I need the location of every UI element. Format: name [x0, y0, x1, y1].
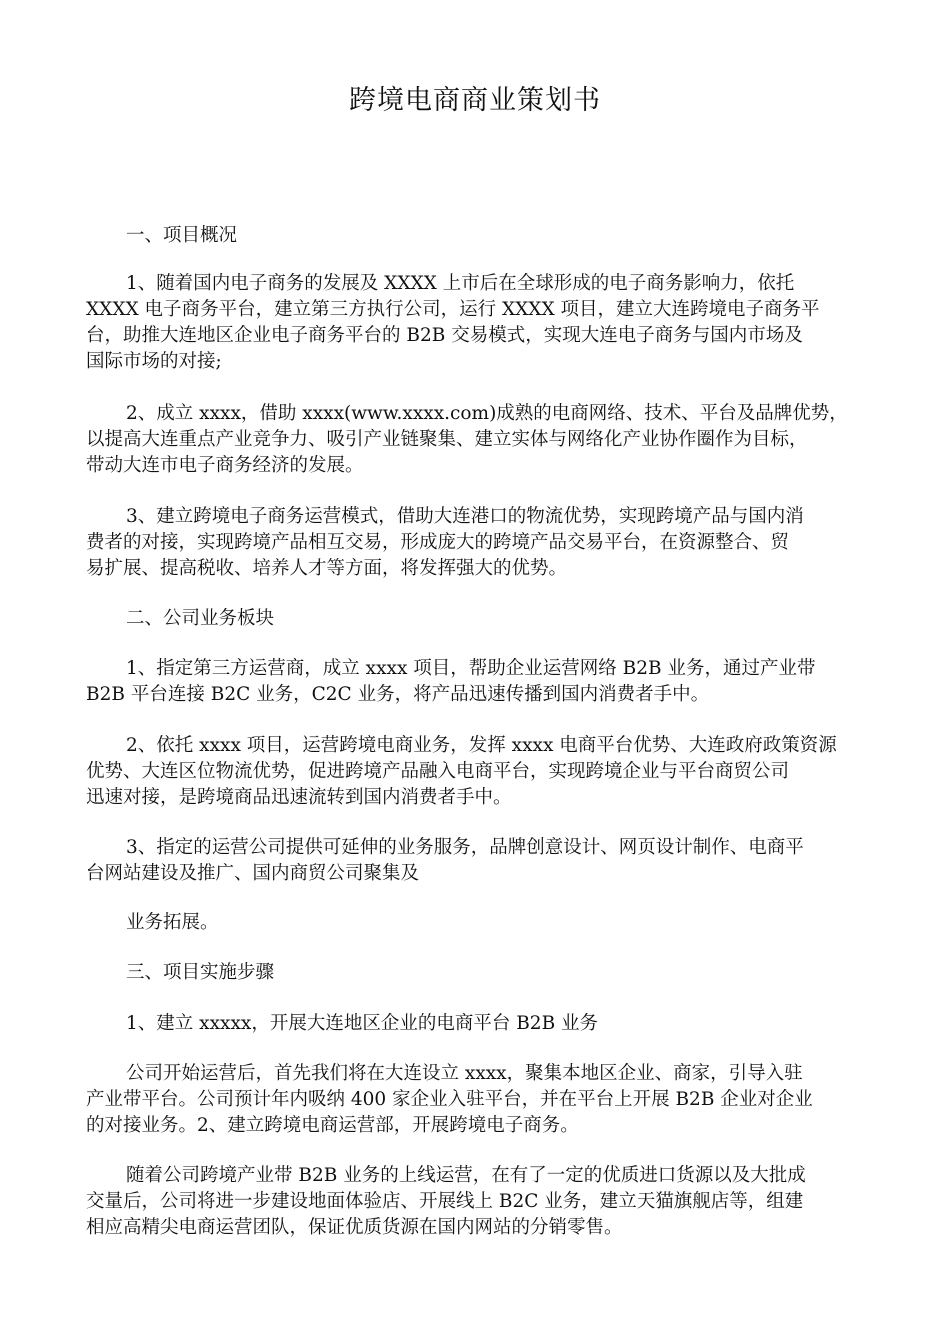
- paragraph-6: [86, 835, 876, 887]
- paragraph-line: 费者的对接，实现跨境产品相互交易，形成庞大的跨境产品交易平台，在资源整合、贸: [86, 532, 790, 553]
- paragraph-line: 产业带平台。公司预计年内吸纳 400 家企业入驻平台，并在平台上开展 B2B 企业对企业: [86, 1089, 813, 1110]
- paragraph-1: [86, 271, 876, 375]
- paragraph-line: 3、指定的运营公司提供可延伸的业务服务，品牌创意设计、网页设计制作、电商平: [126, 837, 804, 858]
- paragraph-line: 以提高大连重点产业竞争力、吸引产业链聚集、建立实体与网络化产业协作圈作为目标，: [86, 429, 808, 450]
- paragraph-line: XXXX 电子商务平台，建立第三方执行公司，运行 XXXX 项目，建立大连跨境电子商务平: [86, 299, 820, 320]
- paragraph-line: 2、依托 xxxx 项目，运营跨境电商业务，发挥 xxxx 电商平台优势、大连政府政策资源: [126, 735, 837, 756]
- heading-text: 二、公司业务板块: [126, 608, 275, 629]
- paragraph-line: 台网站建设及推广、国内商贸公司聚集及: [86, 863, 420, 884]
- paragraph-line: 相应高精尖电商运营团队，保证优质货源在国内网站的分销零售。: [86, 1217, 623, 1238]
- paragraph-line: 随着公司跨境产业带 B2B 业务的上线运营，在有了一定的优质进口货源以及大批成: [126, 1165, 806, 1186]
- paragraph-5: [86, 733, 876, 811]
- heading-text: 一、项目概况: [126, 225, 238, 246]
- paragraph-10: [86, 1163, 876, 1241]
- paragraph-line: 2、成立 xxxx，借助 xxxx(www.xxxx.com)成熟的电商网络、技术、平台及品牌优势，: [126, 403, 848, 424]
- heading-text: 三、项目实施步骤: [126, 962, 275, 983]
- paragraph-line: 台，助推大连地区企业电子商务平台的 B2B 交易模式，实现大连电子商务与国内市场及: [86, 325, 803, 346]
- paragraph-line: 带动大连市电子商务经济的发展。: [86, 455, 364, 476]
- paragraph-2: [86, 401, 876, 479]
- section-heading-business: [86, 606, 876, 632]
- section-heading-overview: [86, 223, 876, 249]
- document-title: 跨境电商商业策划书: [349, 85, 601, 116]
- paragraph-line: 业务拓展。: [126, 912, 219, 933]
- section-heading-steps: [86, 960, 876, 986]
- paragraph-line: 3、建立跨境电子商务运营模式，借助大连港口的物流优势，实现跨境产品与国内消: [126, 506, 804, 527]
- paragraph-line: 迅速对接，是跨境商品迅速流转到国内消费者手中。: [86, 787, 512, 808]
- paragraph-3: [86, 504, 876, 582]
- paragraph-9: [86, 1061, 876, 1139]
- paragraph-line: 公司开始运营后，首先我们将在大连设立 xxxx，聚集本地区企业、商家，引导入驻: [126, 1063, 803, 1084]
- paragraph-line: B2B 平台连接 B2C 业务，C2C 业务，将产品迅速传播到国内消费者手中。: [86, 684, 710, 705]
- paragraph-line: 优势、大连区位物流优势，促进跨境产品融入电商平台，实现跨境企业与平台商贸公司: [86, 761, 790, 782]
- paragraph-line: 易扩展、提高税收、培养人才等方面，将发挥强大的优势。: [86, 558, 568, 579]
- paragraph-4: [86, 656, 876, 708]
- paragraph-line: 国际市场的对接;: [86, 351, 222, 372]
- paragraph-line: 1、建立 xxxxx，开展大连地区企业的电商平台 B2B 业务: [126, 1013, 599, 1034]
- paragraph-8: [86, 1011, 876, 1037]
- paragraph-line: 1、指定第三方运营商，成立 xxxx 项目，帮助企业运营网络 B2B 业务，通过产业带: [126, 658, 816, 679]
- paragraph-line: 交量后，公司将进一步建设地面体验店、开展线上 B2C 业务，建立天猫旗舰店等，组建: [86, 1191, 804, 1212]
- paragraph-line: 1、随着国内电子商务的发展及 XXXX 上市后在全球形成的电子商务影响力，依托: [126, 273, 795, 294]
- paragraph-line: 的对接业务。2、建立跨境电商运营部，开展跨境电子商务。: [86, 1115, 579, 1136]
- paragraph-7: [86, 910, 876, 936]
